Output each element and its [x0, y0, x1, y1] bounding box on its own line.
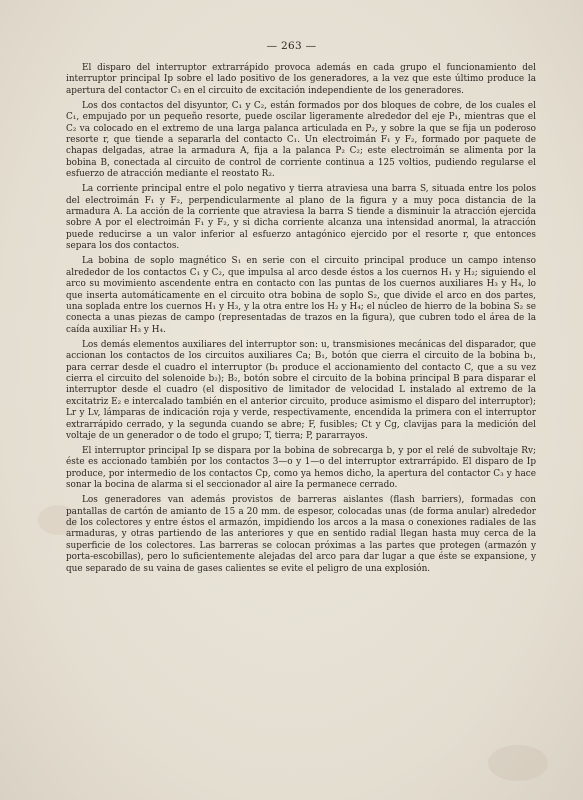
paper-stain [488, 745, 548, 781]
page-number: — 263 — [266, 40, 317, 52]
paragraph: Los demás elementos auxiliares del interruptor son: u, transmisiones mecánicas del disparador, que accionan los contactos de los circuitos auxiliares Ca; B₁, botón que cierra el circuito de la bobina b₁, para cerrar desde el cuadro el interruptor (b₁ produce el accionamiento del contacto C, que a su vez cierra el circuito del solenoide b₂); B₂, botón sobre el circuito de la bobina principal B para disparar el interruptor desde el cuadro (el dispositivo de limitador de velocidad L instalado al extremo de la excitatriz E₂ e intercalado también en el anterior circuito, produce asimismo el disparo del interruptor); Lr y Lv, lámparas de indicación roja y verde, respectivamente, encendida la primera con el interruptor extrarrápido cerrado, y la segunda cuando se abre; F, fusibles; Ct y Cg, clavijas para la medición del voltaje de un generador o de todo el grupo; T, tierra; P, pararrayos. [66, 339, 536, 441]
paragraph: La corriente principal entre el polo negativo y tierra atraviesa una barra S, situada entre los polos del electroimán F₁ y F₂, perpendicularmente al plano de la figura y a muy poca distancia de la armadura A. La acción de la corriente que atraviesa la barra S tiende a disminuir la atracción ejercida sobre A por el electroimán F₁ y F₂, y si dicha corriente alcanza una intensidad anormal, la atracción puede reducirse a un valor inferior al esfuerzo antagónico ejercido por el resorte r, que entonces separa los dos contactos. [66, 184, 536, 252]
paragraph: El disparo del interruptor extrarrápido provoca además en cada grupo el funcionamiento del interruptor principal Ip sobre el lado positivo de los generadores, a la vez que este último produce la apertura del contactor C₃ en el circuito de excitación independiente de los generadores. [66, 63, 536, 96]
body-text [66, 63, 536, 579]
paragraph: La bobina de soplo magnético S₁ en serie con el circuito principal produce un campo intenso alrededor de los contactos C₁ y C₂, que impulsa al arco desde éstos a los cuernos H₁ y H₂; siguiendo el arco su movimiento ascendente entra en contacto con las puntas de los cuernos auxiliares H₃ y H₄, lo que inserta automáticamente en el circuito otra bobina de soplo S₂, que divide el arco en dos partes, una soplada entre los cuernos H₁ y H₃, y la otra entre los H₂ y H₄; el núcleo de hierro de la bobina S₂ se conecta a unas piezas de campo (representadas de trazos en la figura), que cubren todo el área de la caída auxiliar H₃ y H₄. [66, 256, 536, 335]
paragraph: Los generadores van además provistos de barreras aislantes (flash barriers), formadas con pantallas de cartón de amianto de 15 a 20 mm. de espesor, colocadas unas (de forma anular) alrededor de los colectores y entre éstos el armazón, impidiendo los arcos a la masa o conexiones radiales de las armaduras, y otras partiendo de las anteriores y que en sentido radial llegan hasta muy cerca de la superficie de los colectores. Las barreras se colocan próximas a las partes que protegen (armazón y porta-escobillas), pero lo suficientemente alejadas del arco para dar lugar a que éste se expansione, y que separado de su vaina de gases calientes se evite el peligro de una explosión. [66, 495, 536, 574]
paragraph: Los dos contactos del disyuntor, C₁ y C₂, están formados por dos bloques de cobre, de los cuales el C₁, empujado por un pequeño resorte, puede oscilar ligeramente alrededor del eje P₁, mientras que el C₂ va colocado en el extremo de una larga palanca articulada en P₂, y sobre la que se fija un poderoso resorte r, que tiende a separarla del contacto C₁. Un electroimán F₁ y F₂, formado por paquete de chapas delgadas, atrae la armadura A, fija a la palanca P₂ C₂; este electroimán se alimenta por la bobina B, conectada al circuito de control de corriente continua a 125 voltios, pudiendo regularse el esfuerzo de atracción mediante el reostato R₂. [66, 100, 536, 180]
paragraph: El interruptor principal Ip se dispara por la bobina de sobrecarga b, y por el relé de subvoltaje Rv; éste es accionado también por los contactos 3—o y 1—o del interruptor extrarrápido. El disparo de Ip produce, por intermedio de los contactos Cp, como ya hemos dicho, la apertura del contactor C₃ y hace sonar la bocina de alarma si el seccionador al aire Ia permanece cerrado. [66, 445, 536, 491]
